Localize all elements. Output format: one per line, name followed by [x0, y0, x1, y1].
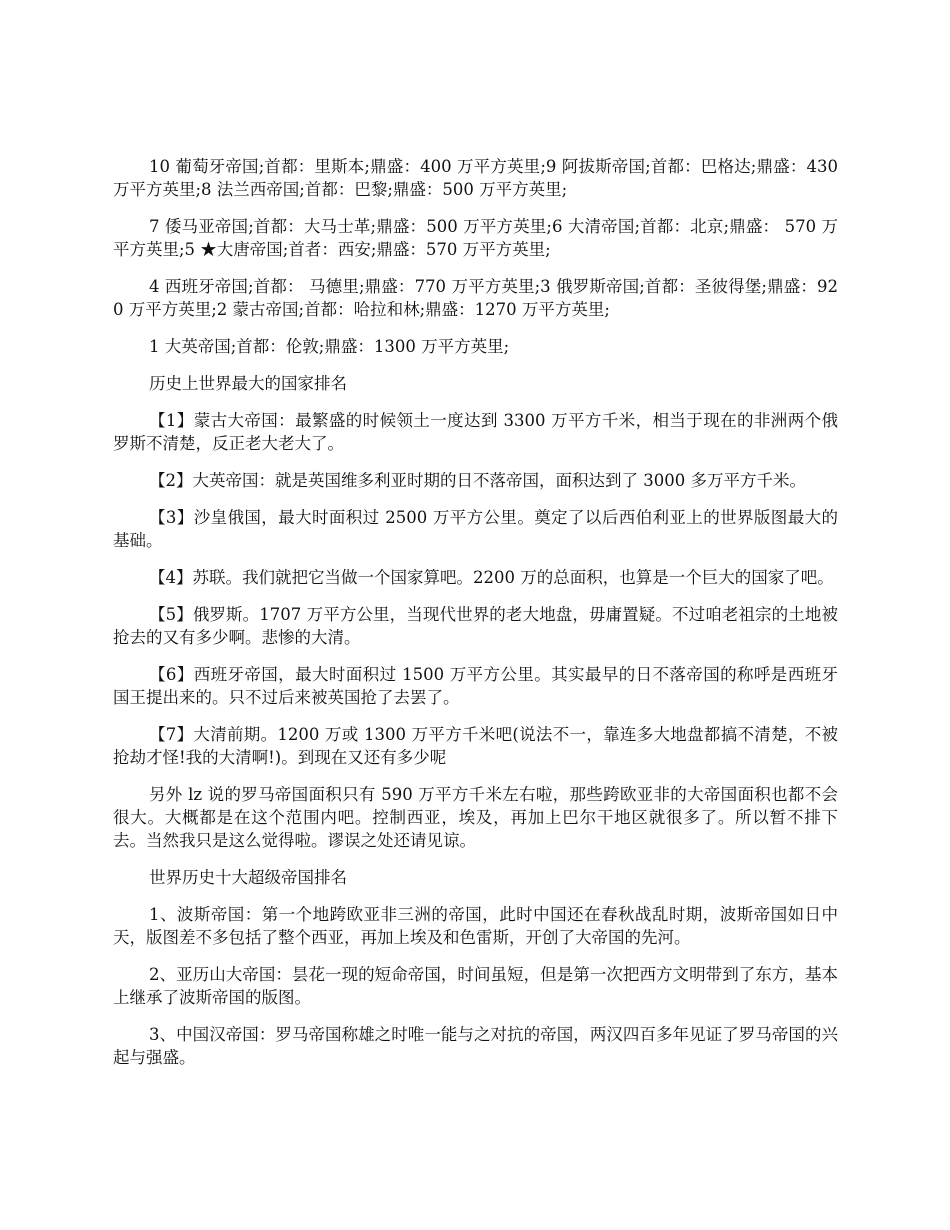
paragraph-empire-han: 3、中国汉帝国：罗马帝国称雄之时唯一能与之对抗的帝国，两汉四百多年见证了罗马帝国的兴起与强盛。 — [113, 1025, 838, 1067]
paragraph-country-5: 【5】俄罗斯。1707 万平方公里，当现代世界的老大地盘，毋庸置疑。不过咱老祖宗的土地被抢去的又有多少啊。悲惨的大清。 — [113, 605, 838, 647]
paragraph-country-7: 【7】大清前期。1200 万或 1300 万平方千米吧(说法不一，靠连多大地盘都搞不清楚，不被抢劫才怪!我的大清啊!)。到现在又还有多少呢 — [113, 725, 838, 767]
paragraph-roman-empire-note: 另外 lz 说的罗马帝国面积只有 590 万平方千米左右啦，那些跨欧亚非的大帝国面积也都不会很大。大概都是在这个范围内吧。控制西亚，埃及，再加上巴尔干地区就很多了。所以暂不排下去。当然我只是这么觉得啦。谬误之处还请见谅。 — [113, 785, 838, 850]
paragraph-empire-rank-4-2: 4 西班牙帝国;首都： 马德里;鼎盛：770 万平方英里;3 俄罗斯帝国;首都：圣彼得堡;鼎盛：920 万平方英里;2 蒙古帝国;首都：哈拉和林;鼎盛：1270 万平方英里; — [113, 277, 838, 319]
section-heading-largest-countries: 历史上世界最大的国家排名 — [149, 374, 347, 393]
paragraph-country-3: 【3】沙皇俄国，最大时面积过 2500 万平方公里。奠定了以后西伯利亚上的世界版图最大的基础。 — [113, 508, 838, 550]
paragraph-country-6: 【6】西班牙帝国，最大时面积过 1500 万平方公里。其实最早的日不落帝国的称呼是西班牙国王提出来的。只不过后来被英国抢了去罢了。 — [113, 665, 838, 707]
section-heading-top-ten-empires: 世界历史十大超级帝国排名 — [149, 868, 347, 887]
paragraph-country-1: 【1】蒙古大帝国：最繁盛的时候领土一度达到 3300 万平方千米，相当于现在的非洲两个俄罗斯不清楚，反正老大老大了。 — [113, 411, 838, 453]
paragraph-country-4: 【4】苏联。我们就把它当做一个国家算吧。2200 万的总面积，也算是一个巨大的国家了吧。 — [149, 568, 834, 587]
paragraph-empire-alexander: 2、亚历山大帝国：昙花一现的短命帝国，时间虽短，但是第一次把西方文明带到了东方，基本上继承了波斯帝国的版图。 — [113, 965, 838, 1007]
paragraph-empire-persian: 1、波斯帝国：第一个地跨欧亚非三洲的帝国，此时中国还在春秋战乱时期，波斯帝国如日中天，版图差不多包括了整个西亚，再加上埃及和色雷斯，开创了大帝国的先河。 — [113, 905, 838, 947]
document-body — [113, 155, 838, 1083]
paragraph-empire-rank-7-5: 7 倭马亚帝国;首都：大马士革;鼎盛：500 万平方英里;6 大清帝国;首都：北京;鼎盛： 570 万平方英里;5 ★大唐帝国;首者：西安;鼎盛：570 万平方英里; — [113, 217, 838, 259]
paragraph-empire-rank-1: 1 大英帝国;首都：伦敦;鼎盛：1300 万平方英里; — [149, 337, 510, 356]
paragraph-empire-rank-10-8: 10 葡萄牙帝国;首都：里斯本;鼎盛：400 万平方英里;9 阿拔斯帝国;首都：巴格达;鼎盛：430 万平方英里;8 法兰西帝国;首都：巴黎;鼎盛：500 万平方英里; — [113, 157, 838, 199]
paragraph-country-2: 【2】大英帝国：就是英国维多利亚时期的日不落帝国，面积达到了 3000 多万平方千米。 — [149, 471, 806, 490]
